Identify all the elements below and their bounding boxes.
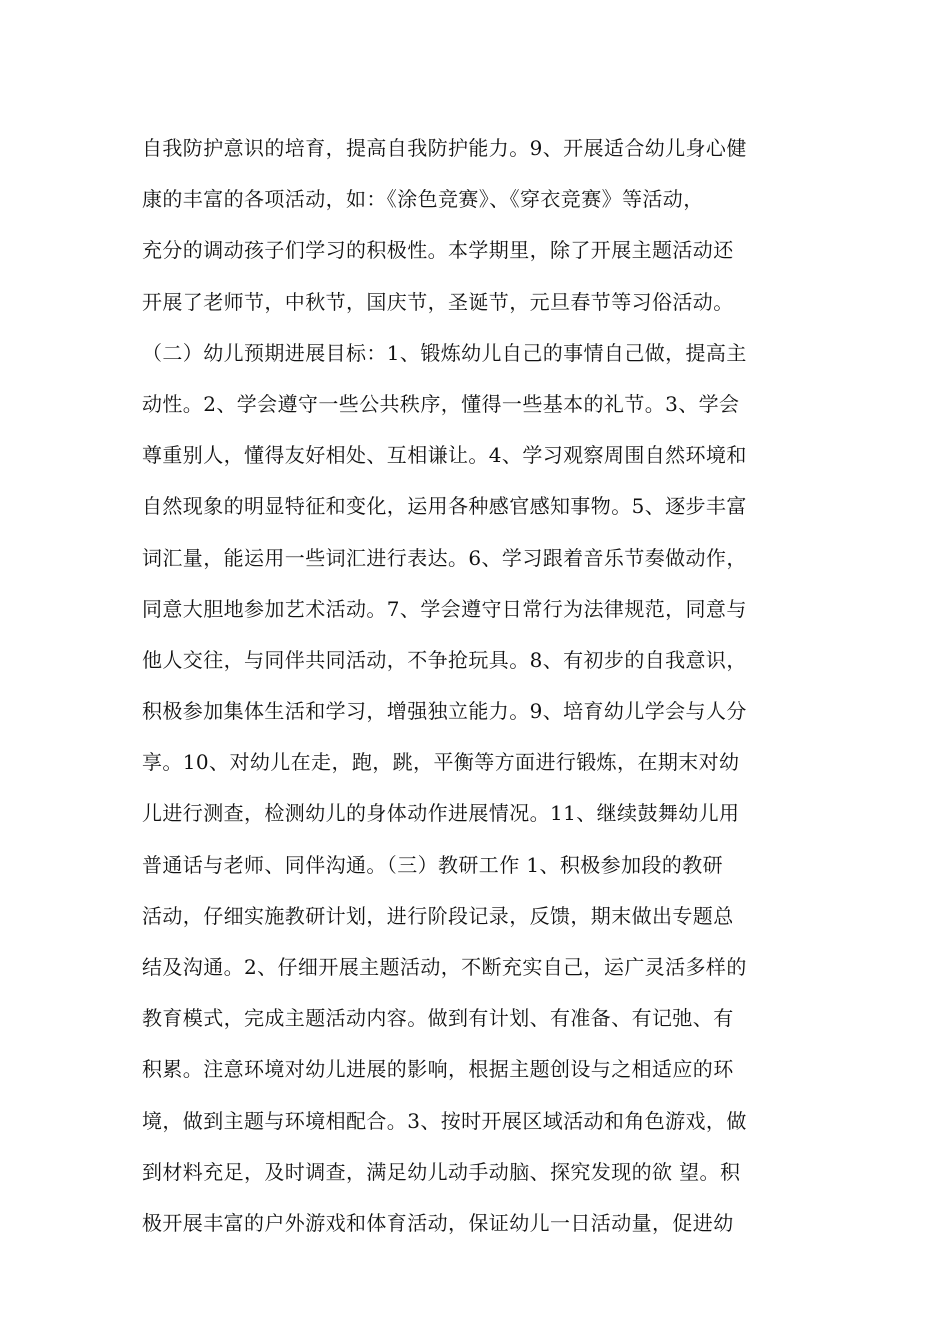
text-line: 教育模式，完成主题活动内容。做到有计划、有准备、有记弛、有 [142,1006,734,1031]
text-line: 自我防护意识的培育，提高自我防护能力。9、开展适合幼儿身心健 [142,136,747,160]
text-line: 尊重别人，懂得友好相处、互相谦让。4、学习观察周围自然环境和 [142,443,747,468]
text-line: 动性。2、学会遵守一些公共秩序，懂得一些基本的礼节。3、学会 [142,391,740,416]
text-line: 开展了老师节，中秋节，国庆节，圣诞节，元旦春节等习俗活动。 [142,289,734,314]
body-text [142,128,822,1254]
text-line: 结及沟通。2、仔细开展主题活动，不断充实自己，运广灵活多样的 [142,955,747,979]
text-line: 充分的调动孩子们学习的积极性。本学期里，除了开展主题活动还 [142,238,734,263]
text-line: 极开展丰富的户外游戏和体育活动，保证幼儿一日活动量，促进幼 [142,1210,734,1235]
text-line: 活动，仔细实施教研计划，进行阶段记录，反馈，期末做出专题总 [142,903,734,928]
text-line: 普通话与老师、同伴沟通。（三）教研工作 1、积极参加段的教研 [142,852,724,877]
text-line: 到材料充足，及时调查，满足幼儿动手动脑、探究发现的欲 望。积 [142,1159,741,1184]
text-line: 积累。注意环境对幼儿进展的影响，根据主题创设与之相适应的环 [142,1057,734,1082]
text-line: 同意大胆地参加艺术活动。7、学会遵守日常行为法律规范，同意与 [142,596,747,621]
text-line: （二）幼儿预期进展目标：1、锻炼幼儿自己的事情自己做，提高主 [142,340,747,365]
text-line: 他人交往，与同伴共同活动，不争抢玩具。8、有初步的自我意识， [142,647,747,672]
text-line: 康的丰富的各项活动，如：《涂色竞赛》、《穿衣竞赛》等活动， [142,187,704,212]
text-line: 词汇量，能运用一些词汇进行表达。6、学习跟着音乐节奏做动作， [142,545,747,570]
text-line: 享。10、对幼儿在走，跑，跳，平衡等方面进行锻炼，在期末对幼 [142,750,740,775]
text-line: 积极参加集体生活和学习，增强独立能力。9、培育幼儿学会与人分 [142,699,747,724]
text-line: 自然现象的明显特征和变化，运用各种感官感知事物。5、逐步丰富 [142,494,747,519]
text-line: 儿进行测查，检测幼儿的身体动作进展情况。11、继续鼓舞幼儿用 [142,801,740,826]
text-line: 境，做到主题与环境相配合。3、按时开展区域活动和角色游戏，做 [142,1108,747,1133]
